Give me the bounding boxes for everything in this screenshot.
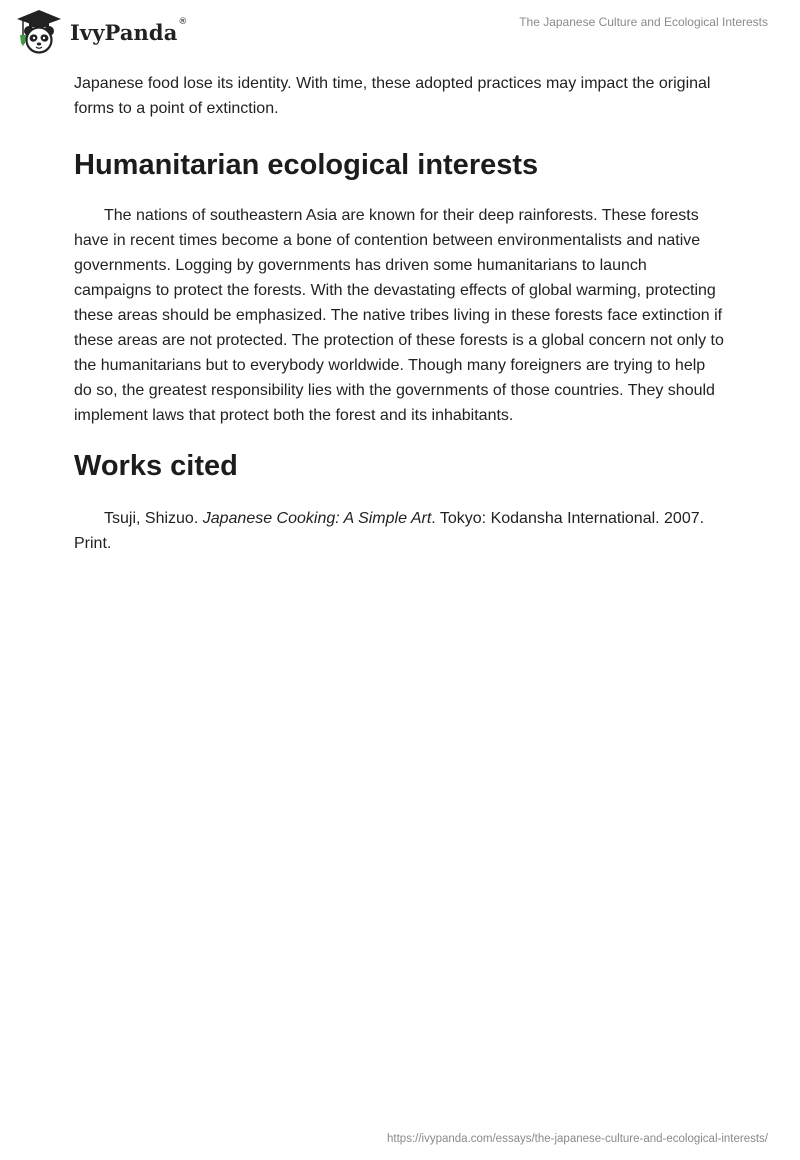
citation-author: Tsuji, Shizuo.: [104, 510, 203, 527]
section-heading-works-cited: Works cited: [74, 450, 238, 482]
citation-details: . Tokyo: Kodansha International. 2007. Print.: [74, 510, 705, 552]
citation-title: Japanese Cooking: A Simple Art: [202, 510, 432, 527]
footer-url-link[interactable]: https://ivypanda.com/essays/the-japanese-culture-and-ecological-interests/: [387, 1133, 768, 1145]
citation-entry: [74, 506, 724, 556]
intro-paragraph: Japanese food lose its identity. With time, these adopted practices may impact the original forms to a point of extinction.: [74, 75, 711, 117]
essay-content: [74, 71, 724, 556]
panda-graduate-icon: [14, 8, 64, 54]
page-header: [0, 0, 800, 64]
section-heading-humanitarian: Humanitarian ecological interests: [74, 149, 539, 181]
ivypanda-logo[interactable]: [14, 8, 187, 54]
running-title: The Japanese Culture and Ecological Interests: [519, 15, 768, 29]
humanitarian-paragraph: The nations of southeastern Asia are known for their deep rainforests. These forests have in recent times become a bone of contention between environmentalists and native governments. Logging by governments has driven some humanitarians to launch campaigns to protect the forests. With the devastating effects of global warming, protecting these areas should be emphasized. The native tribes living in these forests face extinction if these areas are not protected. The protection of these forests is a global concern not only to the humanitarians but to everybody worldwide. Though many foreigners are trying to help do so, the greatest responsibility lies with the governments of those countries. They should implement laws that protect both the forest and its inhabitants.: [74, 207, 724, 424]
registered-mark: ®: [178, 17, 188, 27]
logo-wordmark: IvyPanda: [70, 19, 178, 45]
